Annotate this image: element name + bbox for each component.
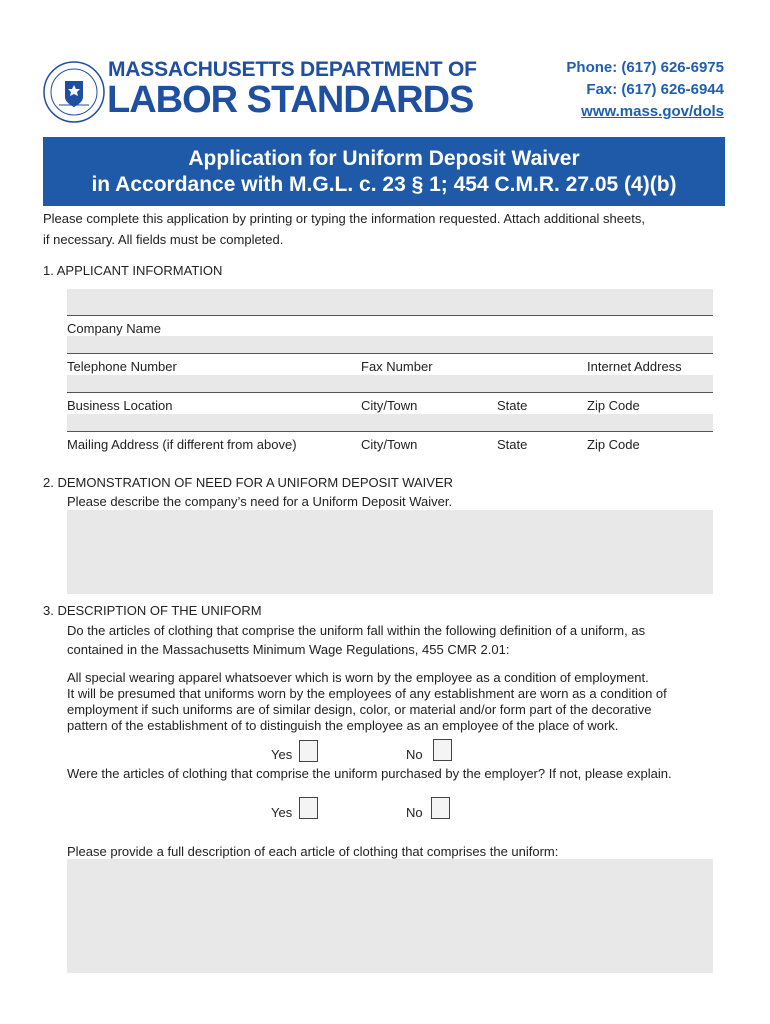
section-2-heading: 2. DEMONSTRATION OF NEED FOR A UNIFORM DEPOSIT WAIVER — [43, 475, 454, 490]
company-name-label: Company Name — [67, 321, 161, 336]
title-banner — [43, 137, 725, 206]
uniform-question-line-1: Do the articles of clothing that comprise the uniform fall within the following definition of a uniform, as — [67, 623, 646, 638]
mailing-address-field[interactable] — [67, 414, 713, 431]
phone-row-field[interactable] — [67, 336, 713, 353]
fax-number: Fax: (617) 626-6944 — [586, 81, 724, 98]
state-label: State — [497, 398, 528, 413]
yes-checkbox-2[interactable] — [299, 797, 318, 819]
mail-zip-code-label: Zip Code — [587, 437, 640, 452]
no-checkbox-1[interactable] — [433, 739, 452, 761]
city-town-label: City/Town — [361, 398, 418, 413]
need-prompt: Please describe the company’s need for a Uniform Deposit Waiver. — [67, 494, 453, 509]
section-3-heading: 3. DESCRIPTION OF THE UNIFORM — [43, 603, 262, 618]
phone-number: Phone: (617) 626-6975 — [566, 59, 724, 76]
business-location-label: Business Location — [67, 398, 173, 413]
definition-line-2: It will be presumed that uniforms worn by the employees of any establishment are worn as a condition of — [67, 686, 667, 701]
section-1-heading: 1. APPLICANT INFORMATION — [43, 263, 223, 278]
description-prompt: Please provide a full description of each article of clothing that comprises the uniform: — [67, 844, 559, 859]
purchase-question: Were the articles of clothing that comprise the uniform purchased by the employer? If not, please explain. — [67, 766, 672, 781]
internet-address-label: Internet Address — [587, 359, 682, 374]
divider — [67, 315, 713, 316]
uniform-description-textarea[interactable] — [67, 859, 713, 973]
definition-line-1: All special wearing apparel whatsoever which is worn by the employee as a condition of employment. — [67, 670, 649, 685]
fax-label: Fax Number — [361, 359, 433, 374]
title-line-1: Application for Uniform Deposit Waiver — [188, 147, 580, 170]
intro-line-1: Please complete this application by printing or typing the information requested. Attach additional sheets, — [43, 211, 645, 226]
divider — [67, 431, 713, 432]
mailing-address-label: Mailing Address (if different from above) — [67, 437, 297, 452]
company-name-field[interactable] — [67, 289, 713, 315]
no-label-2: No — [406, 805, 423, 820]
intro-line-2: if necessary. All fields must be completed. — [43, 232, 284, 247]
yes-label-1: Yes — [271, 747, 293, 762]
title-line-2: in Accordance with M.G.L. c. 23 § 1; 454 C.M.R. 27.05 (4)(b) — [91, 173, 677, 196]
no-label-1: No — [406, 747, 423, 762]
brand-line-2: LABOR STANDARDS — [107, 79, 474, 121]
divider — [67, 392, 713, 393]
need-description-textarea[interactable] — [67, 510, 713, 594]
definition-line-3: employment if such uniforms are of similar design, color, or material and/or form part of the decorative — [67, 702, 652, 717]
yes-checkbox-1[interactable] — [299, 740, 318, 762]
yes-label-2: Yes — [271, 805, 293, 820]
telephone-label: Telephone Number — [67, 359, 177, 374]
mail-city-town-label: City/Town — [361, 437, 418, 452]
brand-line-1: MASSACHUSETTS DEPARTMENT OF — [108, 58, 477, 81]
zip-code-label: Zip Code — [587, 398, 640, 413]
website-link[interactable]: www.mass.gov/dols — [581, 103, 724, 120]
definition-line-4: pattern of the establishment of to distinguish the employee as an employee of the place of work. — [67, 718, 619, 733]
no-checkbox-2[interactable] — [431, 797, 450, 819]
divider — [67, 353, 713, 354]
massachusetts-seal-icon — [43, 61, 105, 123]
business-location-field[interactable] — [67, 375, 713, 392]
mail-state-label: State — [497, 437, 528, 452]
uniform-question-line-2: contained in the Massachusetts Minimum Wage Regulations, 455 CMR 2.01: — [67, 642, 510, 657]
